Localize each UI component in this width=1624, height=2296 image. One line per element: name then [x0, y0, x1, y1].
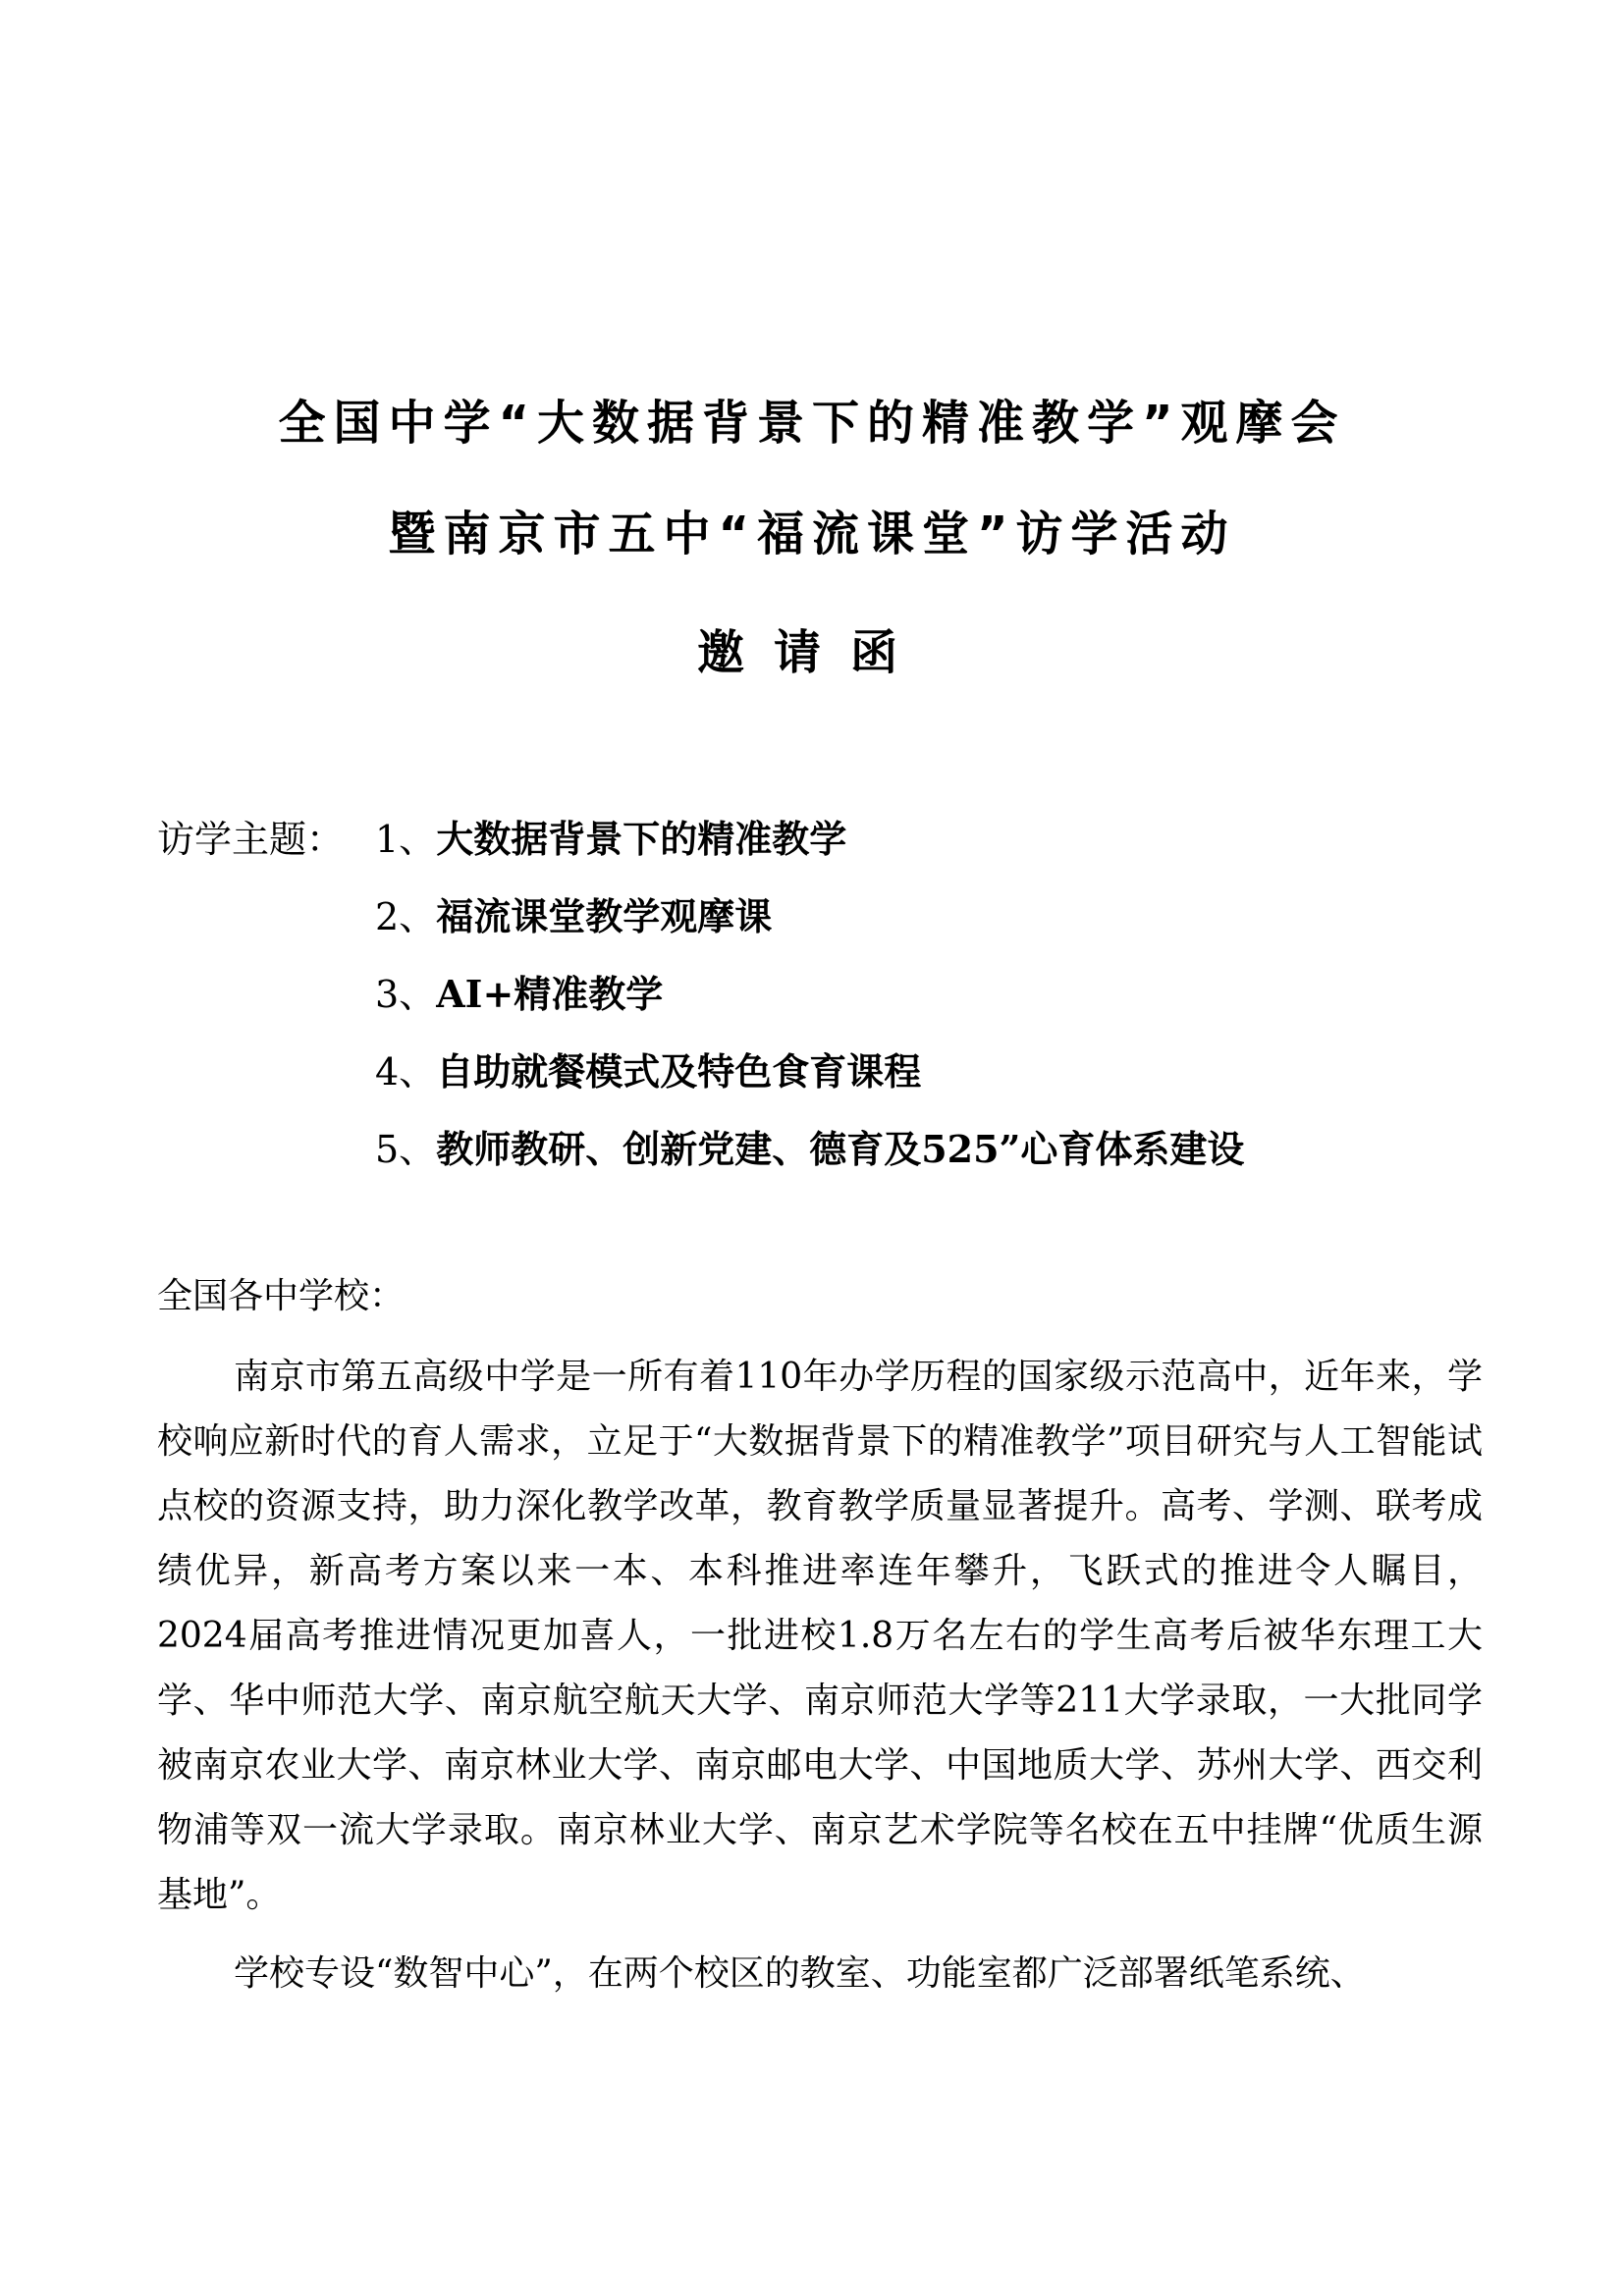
paragraph-2: 学校专设“数智中心”，在两个校区的教室、功能室都广泛部署纸笔系统、 [234, 1953, 1366, 1994]
themes-list [157, 800, 1244, 1188]
theme-text: 自助就餐模式及特色食育课程 [436, 1049, 922, 1094]
title-line-2: 暨南京市五中“福流课堂”访学活动 [388, 507, 1236, 561]
theme-text: 福流课堂教学观摩课 [436, 894, 773, 938]
theme-item [157, 800, 1244, 878]
theme-number: 3、 [375, 973, 437, 1016]
theme-number: 4、 [375, 1050, 437, 1094]
title-invitation: 邀请函 [696, 625, 927, 680]
themes-label: 访学主题： [157, 818, 345, 861]
theme-number: 5、 [375, 1128, 437, 1171]
theme-text: 教师教研、创新党建、德育及525”心育体系建设 [436, 1127, 1245, 1171]
letter-body [157, 1345, 1483, 2006]
theme-number: 1、 [375, 818, 437, 861]
theme-item [157, 878, 1244, 955]
title-line-1: 全国中学“大数据背景下的精准教学”观摩会 [278, 396, 1346, 451]
salutation: 全国各中学校： [157, 1276, 406, 1316]
theme-number: 2、 [375, 895, 437, 938]
theme-item [157, 1110, 1244, 1188]
theme-text: AI+精准教学 [436, 972, 664, 1016]
theme-text: 大数据背景下的精准教学 [436, 817, 847, 861]
theme-item [157, 955, 1244, 1033]
paragraph-1: 南京市第五高级中学是一所有着110年办学历程的国家级示范高中，近年来，学校响应新时代的育人需求，立足于“大数据背景下的精准教学”项目研究与人工智能试点校的资源支持，助力深化教学改革，教育教学质量显著提升。高考、学测、联考成绩优异，新高考方案以来一本、本科推进率连年攀升，飞跃式的推进令人瞩目，2024届高考推进情况更加喜人，一批进校1.8万名左右的学生高考后被华东理工大学、华中师范大学、南京航空航天大学、南京师范大学等211大学录取，一大批同学被南京农业大学、南京林业大学、南京邮电大学、中国地质大学、苏州大学、西交利物浦等双一流大学录取。南京林业大学、南京艺术学院等名校在五中挂牌“优质生源基地”。 [157, 1357, 1483, 1915]
theme-item [157, 1033, 1244, 1110]
